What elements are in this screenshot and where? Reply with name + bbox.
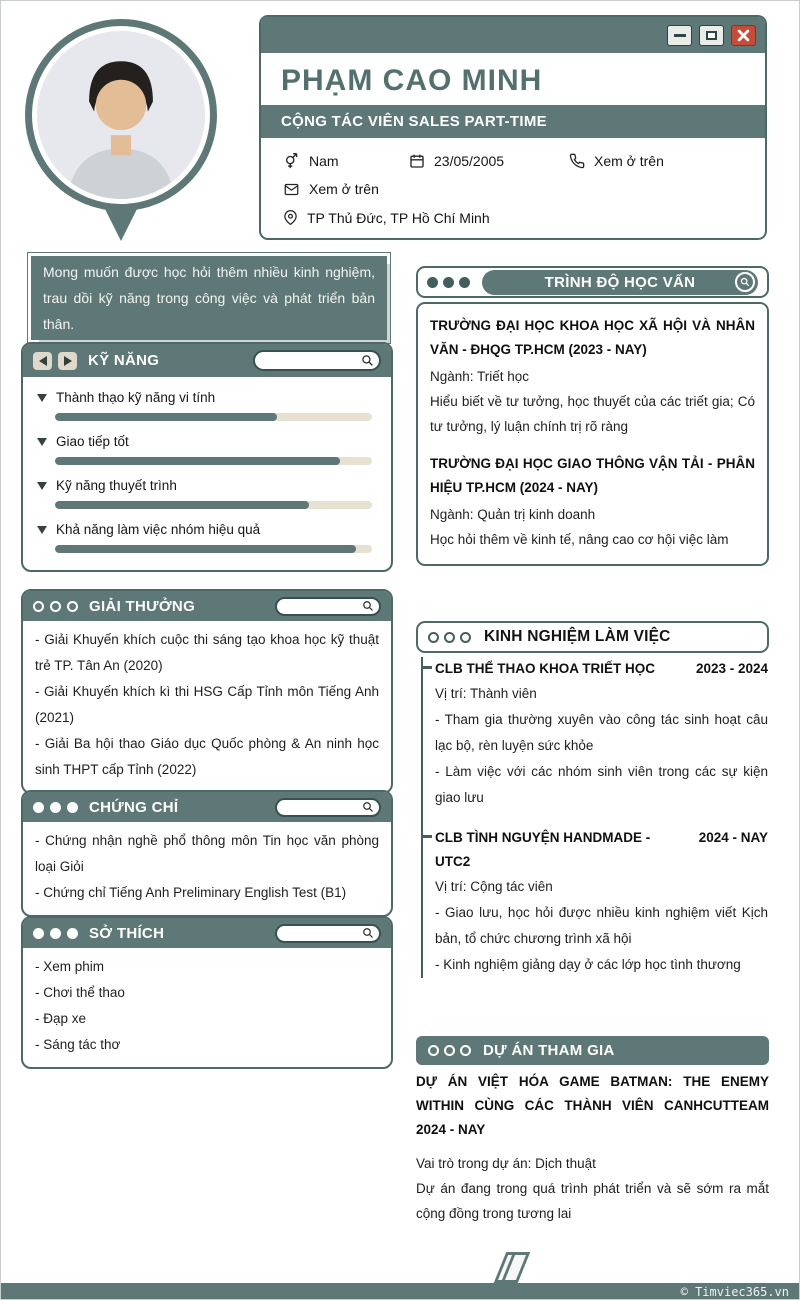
maximize-button[interactable] bbox=[699, 25, 724, 46]
certificates-title: CHỨNG CHỈ bbox=[89, 798, 179, 816]
school-name: TRƯỜNG ĐẠI HỌC KHOA HỌC XÃ HỘI VÀ NHÂN VĂN - ĐHQG TP.HCM (2023 - NAY) bbox=[430, 318, 755, 357]
mail-icon bbox=[283, 182, 300, 197]
dot-icon bbox=[460, 1045, 471, 1056]
timeline-tick bbox=[421, 666, 432, 669]
certificate-item: - Chứng nhận nghề phổ thông môn Tin học văn phòng loại Giỏi bbox=[35, 833, 379, 874]
search-icon bbox=[362, 801, 374, 813]
skill-progress-track bbox=[55, 457, 372, 465]
skill-progress-track bbox=[55, 501, 372, 509]
experience-item bbox=[435, 657, 768, 811]
hobby-item: - Xem phim bbox=[35, 959, 105, 974]
education-header bbox=[416, 266, 769, 298]
maximize-icon bbox=[706, 31, 717, 40]
triangle-bullet-icon bbox=[37, 438, 47, 446]
search-icon bbox=[362, 600, 374, 612]
school-name: TRƯỜNG ĐẠI HỌC GIAO THÔNG VẬN TẢI - PHÂN HIỆU TP.HCM (2024 - NAY) bbox=[430, 456, 755, 495]
skill-progress-track bbox=[55, 545, 372, 553]
major: Ngành: Triết học bbox=[430, 369, 530, 384]
skill-progress-track bbox=[55, 413, 372, 421]
skill-progress-fill bbox=[55, 501, 309, 509]
timeline-tick bbox=[421, 835, 432, 838]
experience-detail: - Tham gia thường xuyên vào công tác sinh hoạt câu lạc bộ, rèn luyện sức khỏe bbox=[435, 712, 768, 753]
dot-icon bbox=[33, 928, 44, 939]
projects-header bbox=[416, 1036, 769, 1065]
hobbies-header bbox=[23, 918, 391, 948]
dot-icon bbox=[444, 1045, 455, 1056]
contact-info bbox=[261, 138, 765, 238]
experience-position: Vị trí: Thành viên bbox=[435, 686, 537, 701]
dot-icon bbox=[67, 601, 78, 612]
location-pin-icon bbox=[283, 209, 298, 226]
profile-photo bbox=[25, 19, 217, 211]
education-title: TRÌNH ĐỘ HỌC VẤN bbox=[544, 273, 696, 291]
dot-icon bbox=[427, 277, 438, 288]
contact-address: TP Thủ Đức, TP Hồ Chí Minh bbox=[283, 209, 490, 226]
skills-header bbox=[23, 344, 391, 377]
minimize-button[interactable] bbox=[667, 25, 692, 46]
chevron-left-icon bbox=[39, 356, 47, 366]
skills-search-pill[interactable] bbox=[253, 350, 381, 371]
awards-section bbox=[21, 589, 393, 794]
objective-text: Mong muốn được học hỏi thêm nhiều kinh nghiệm, trau dồi kỹ năng trong công việc và phát triển bản thân. bbox=[43, 264, 375, 332]
photo-speech-tail bbox=[105, 209, 137, 241]
profile-photo-image bbox=[37, 31, 205, 199]
education-description: Học hỏi thêm về kinh tế, nâng cao cơ hội việc làm bbox=[430, 532, 729, 547]
skill-progress-fill bbox=[55, 545, 356, 553]
contact-gender: Nam bbox=[283, 152, 409, 169]
experience-detail: - Giao lưu, học hỏi được nhiều kinh nghiệm viết Kịch bản, tổ chức chương trình xã hội bbox=[435, 905, 768, 946]
contact-birthday: 23/05/2005 bbox=[409, 153, 569, 169]
header-window bbox=[259, 15, 767, 240]
experience-detail: - Kinh nghiệm giảng dạy ở các lớp học tình thương bbox=[435, 957, 741, 972]
close-icon bbox=[737, 29, 750, 42]
chevron-right-icon bbox=[64, 356, 72, 366]
job-title: CỘNG TÁC VIÊN SALES PART-TIME bbox=[281, 113, 547, 130]
hobbies-section bbox=[21, 916, 393, 1069]
project-role: Vai trò trong dự án: Dịch thuật bbox=[416, 1156, 596, 1171]
window-titlebar bbox=[261, 17, 765, 53]
hobbies-search-pill[interactable] bbox=[275, 924, 381, 943]
search-icon bbox=[740, 277, 750, 287]
education-search-button[interactable] bbox=[735, 272, 755, 292]
award-item: - Giải Khuyến khích cuộc thi sáng tạo khoa học kỹ thuật trẻ TP. Tân An (2020) bbox=[35, 632, 379, 673]
skill-item: Giao tiếp tốt bbox=[37, 434, 375, 465]
experience-detail: - Làm việc với các nhóm sinh viên trong các sự kiện giao lưu bbox=[435, 764, 768, 805]
phone-icon bbox=[569, 153, 585, 169]
project-name: DỰ ÁN VIỆT HÓA GAME BATMAN: THE ENEMY WITHIN CÙNG CÁC THÀNH VIÊN CANHCUTTEAM 2024 - NAY bbox=[416, 1074, 769, 1137]
dot-icon bbox=[428, 1045, 439, 1056]
education-item bbox=[430, 314, 755, 439]
footer-bar bbox=[1, 1283, 800, 1300]
search-icon bbox=[361, 354, 374, 367]
dot-icon bbox=[459, 277, 470, 288]
candidate-name: PHẠM CAO MINH bbox=[281, 64, 543, 97]
certificates-search-pill[interactable] bbox=[275, 798, 381, 817]
experience-position: Vị trí: Cộng tác viên bbox=[435, 879, 553, 894]
experience-period: 2024 - NAY bbox=[698, 830, 768, 845]
dot-icon bbox=[67, 802, 78, 813]
slash-logo-icon bbox=[494, 1252, 531, 1283]
experience-item bbox=[435, 826, 768, 978]
skill-progress-fill bbox=[55, 413, 277, 421]
education-description: Hiểu biết về tư tưởng, học thuyết của các triết gia; Có tư tưởng, lý luận chính trị rõ ràng bbox=[430, 394, 755, 434]
certificates-section bbox=[21, 790, 393, 917]
hobbies-title: SỞ THÍCH bbox=[89, 924, 165, 942]
skill-item: Thành thạo kỹ năng vi tính bbox=[37, 390, 375, 421]
experience-title: KINH NGHIỆM LÀM VIỆC bbox=[484, 628, 671, 645]
close-button[interactable] bbox=[731, 25, 756, 46]
objective-box bbox=[31, 256, 387, 340]
hobby-item: - Chơi thể thao bbox=[35, 985, 125, 1000]
organization-name: CLB TÌNH NGUYỆN HANDMADE - UTC2 bbox=[435, 830, 651, 869]
skill-item: Kỹ năng thuyết trình bbox=[37, 478, 375, 509]
calendar-icon bbox=[409, 153, 425, 169]
dot-icon bbox=[67, 928, 78, 939]
skills-section bbox=[21, 342, 393, 572]
projects-body bbox=[416, 1070, 769, 1226]
hobby-item: - Sáng tác thơ bbox=[35, 1037, 121, 1052]
back-arrow-button[interactable] bbox=[33, 352, 52, 370]
dot-icon bbox=[444, 632, 455, 643]
triangle-bullet-icon bbox=[37, 526, 47, 534]
dot-icon bbox=[50, 928, 61, 939]
awards-title: GIẢI THƯỞNG bbox=[89, 597, 196, 615]
dot-icon bbox=[443, 277, 454, 288]
organization-name: CLB THỂ THAO KHOA TRIẾT HỌC bbox=[435, 661, 655, 676]
minimize-icon bbox=[674, 34, 686, 37]
experience-period: 2023 - 2024 bbox=[695, 661, 768, 676]
major: Ngành: Quản trị kinh doanh bbox=[430, 507, 596, 522]
certificate-item: - Chứng chỉ Tiếng Anh Preliminary English Test (B1) bbox=[35, 885, 347, 900]
dot-icon bbox=[50, 601, 61, 612]
education-title-pill bbox=[482, 270, 758, 295]
certificates-header bbox=[23, 792, 391, 822]
contact-email: Xem ở trên bbox=[283, 181, 379, 197]
triangle-bullet-icon bbox=[37, 394, 47, 402]
dot-icon bbox=[428, 632, 439, 643]
contact-phone: Xem ở trên bbox=[569, 153, 664, 169]
skills-title: KỸ NĂNG bbox=[88, 352, 160, 369]
experience-body bbox=[421, 657, 768, 978]
project-description: Dự án đang trong quá trình phát triển và sẽ sớm ra mắt cộng đồng trong tương lai bbox=[416, 1181, 769, 1221]
gender-icon bbox=[283, 152, 300, 169]
awards-search-pill[interactable] bbox=[275, 597, 381, 616]
skill-progress-fill bbox=[55, 457, 340, 465]
education-item bbox=[430, 452, 755, 552]
forward-arrow-button[interactable] bbox=[58, 352, 77, 370]
projects-title: DỰ ÁN THAM GIA bbox=[483, 1042, 615, 1059]
skill-item: Khả năng làm việc nhóm hiệu quả bbox=[37, 522, 375, 553]
dot-icon bbox=[33, 802, 44, 813]
hobby-item: - Đạp xe bbox=[35, 1011, 87, 1026]
dot-icon bbox=[50, 802, 61, 813]
person-silhouette-icon bbox=[37, 31, 205, 199]
dot-icon bbox=[33, 601, 44, 612]
footer-copyright: © Timviec365.vn bbox=[680, 1285, 789, 1299]
awards-header bbox=[23, 591, 391, 621]
dot-icon bbox=[460, 632, 471, 643]
education-body bbox=[416, 302, 769, 566]
triangle-bullet-icon bbox=[37, 482, 47, 490]
award-item: - Giải Ba hội thao Giáo dục Quốc phòng & An ninh học sinh THPT cấp Tỉnh (2022) bbox=[35, 736, 379, 777]
award-item: - Giải Khuyến khích kì thi HSG Cấp Tỉnh môn Tiếng Anh (2021) bbox=[35, 684, 379, 725]
search-icon bbox=[362, 927, 374, 939]
job-title-bar bbox=[261, 105, 765, 138]
experience-header bbox=[416, 621, 769, 653]
